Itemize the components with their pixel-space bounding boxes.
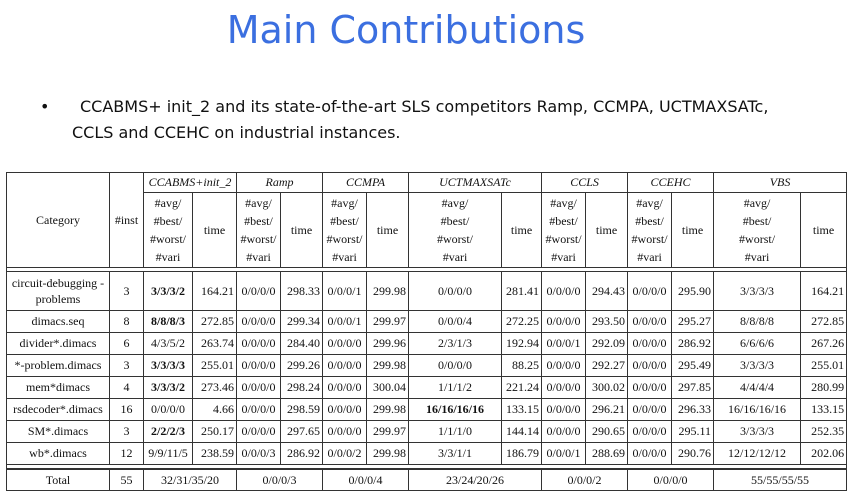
quality-cell: 0/0/0/0 [237, 311, 281, 333]
time-cell: 292.27 [586, 355, 628, 377]
table-row [7, 421, 847, 443]
time-cell: 297.85 [672, 377, 714, 399]
bullet-symbol: • [40, 97, 50, 116]
quality-cell: 0/0/0/0 [542, 377, 586, 399]
quality-cell: 3/3/3/3 [714, 421, 801, 443]
quality-cell: 0/0/0/0 [628, 421, 672, 443]
quality-cell: 0/0/0/0 [144, 399, 193, 421]
time-cell: 293.50 [586, 311, 628, 333]
quality-cell: 3/3/3/2 [144, 272, 193, 311]
quality-cell: 0/0/0/2 [323, 443, 367, 465]
time-cell: 250.17 [193, 421, 237, 443]
time-cell: 88.25 [502, 355, 542, 377]
time-cell: 273.46 [193, 377, 237, 399]
quality-cell: 0/0/0/0 [237, 399, 281, 421]
quality-cell: 9/9/11/5 [144, 443, 193, 465]
table-row [7, 272, 847, 311]
quality-cell: 3/3/3/2 [144, 377, 193, 399]
quality-cell: 2/3/1/3 [409, 333, 502, 355]
time-cell: 284.40 [281, 333, 323, 355]
time-cell: 133.15 [502, 399, 542, 421]
time-cell: 299.26 [281, 355, 323, 377]
quality-cell: 0/0/0/0 [409, 355, 502, 377]
quality-cell: 0/0/0/0 [237, 272, 281, 311]
bullet-text: CCABMS+ init_2 and its state-of-the-art SLS competitors Ramp, CCMPA, UCTMAXSATc, CCLS and CCEHC on industrial instances. [72, 97, 769, 142]
quality-cell: 0/0/0/0 [323, 333, 367, 355]
quality-cell: 3/3/3/3 [144, 355, 193, 377]
table-row [7, 311, 847, 333]
quality-cell: 0/0/0/1 [323, 272, 367, 311]
quality-cell: 1/1/1/2 [409, 377, 502, 399]
quality-cell: 3/3/1/1 [409, 443, 502, 465]
time-cell: 272.25 [502, 311, 542, 333]
quality-cell: 0/0/0/4 [409, 311, 502, 333]
time-cell: 299.98 [367, 399, 409, 421]
quality-cell: 3/3/3/3 [714, 355, 801, 377]
time-cell: 298.59 [281, 399, 323, 421]
results-table [6, 172, 847, 491]
solver-header: CCMPA [323, 173, 409, 193]
time-cell: 192.94 [502, 333, 542, 355]
quality-cell: 6/6/6/6 [714, 333, 801, 355]
time-cell: 272.85 [193, 311, 237, 333]
quality-cell: 0/0/0/0 [628, 272, 672, 311]
time-cell: 252.35 [801, 421, 847, 443]
solver-header: UCTMAXSATc [409, 173, 542, 193]
quality-cell: 0/0/0/0 [628, 311, 672, 333]
inst-cell: 3 [110, 355, 144, 377]
table-row [7, 355, 847, 377]
time-cell: 299.98 [367, 272, 409, 311]
quality-cell: 3/3/3/3 [714, 272, 801, 311]
time-cell: 272.85 [801, 311, 847, 333]
quality-cell: 0/0/0/0 [542, 355, 586, 377]
time-cell: 133.15 [801, 399, 847, 421]
time-cell: 300.04 [367, 377, 409, 399]
category-cell: rsdecoder*.dimacs [7, 399, 110, 421]
category-cell: divider*.dimacs [7, 333, 110, 355]
quality-subheader: #avg/ #best/ #worst/ #vari [714, 193, 801, 268]
quality-subheader: #avg/ #best/ #worst/ #vari [237, 193, 281, 268]
quality-cell: 0/0/0/0 [542, 399, 586, 421]
quality-cell: 0/0/0/1 [323, 311, 367, 333]
time-cell: 290.76 [672, 443, 714, 465]
time-cell: 164.21 [801, 272, 847, 311]
solver-header: CCEHC [628, 173, 714, 193]
inst-cell: 4 [110, 377, 144, 399]
category-cell: wb*.dimacs [7, 443, 110, 465]
total-row [7, 469, 847, 491]
quality-cell: 0/0/0/0 [323, 377, 367, 399]
table-row [7, 399, 847, 421]
time-cell: 288.69 [586, 443, 628, 465]
time-subheader: time [672, 193, 714, 268]
quality-cell: 16/16/16/16 [409, 399, 502, 421]
quality-cell: 0/0/0/0 [628, 399, 672, 421]
inst-cell: 8 [110, 311, 144, 333]
table-row [7, 333, 847, 355]
total-value: 0/0/0/3 [237, 469, 323, 491]
inst-header: #inst [110, 173, 144, 268]
total-value: 0/0/0/4 [323, 469, 409, 491]
quality-subheader: #avg/ #best/ #worst/ #vari [323, 193, 367, 268]
inst-cell: 3 [110, 272, 144, 311]
time-subheader: time [801, 193, 847, 268]
slide-title: Main Contributions [226, 8, 586, 52]
quality-cell: 16/16/16/16 [714, 399, 801, 421]
quality-cell: 0/0/0/0 [628, 377, 672, 399]
quality-cell: 0/0/0/0 [237, 355, 281, 377]
quality-subheader: #avg/ #best/ #worst/ #vari [144, 193, 193, 268]
time-cell: 280.99 [801, 377, 847, 399]
quality-cell: 0/0/0/0 [237, 377, 281, 399]
time-cell: 294.43 [586, 272, 628, 311]
quality-cell: 0/0/0/0 [542, 272, 586, 311]
solver-header: Ramp [237, 173, 323, 193]
time-cell: 286.92 [281, 443, 323, 465]
quality-cell: 8/8/8/8 [714, 311, 801, 333]
quality-cell: 12/12/12/12 [714, 443, 801, 465]
time-cell: 164.21 [193, 272, 237, 311]
time-cell: 299.98 [367, 443, 409, 465]
time-cell: 296.21 [586, 399, 628, 421]
time-cell: 299.97 [367, 421, 409, 443]
quality-cell: 0/0/0/0 [542, 311, 586, 333]
quality-cell: 4/4/4/4 [714, 377, 801, 399]
time-cell: 297.65 [281, 421, 323, 443]
quality-cell: 0/0/0/0 [628, 443, 672, 465]
quality-cell: 0/0/0/0 [628, 355, 672, 377]
category-cell: SM*.dimacs [7, 421, 110, 443]
total-value: 55/55/55/55 [714, 469, 847, 491]
time-cell: 263.74 [193, 333, 237, 355]
quality-cell: 0/0/0/0 [237, 333, 281, 355]
total-inst: 55 [110, 469, 144, 491]
category-cell: dimacs.seq [7, 311, 110, 333]
time-cell: 299.97 [367, 311, 409, 333]
solver-header: CCABMS+init_2 [144, 173, 237, 193]
time-cell: 299.96 [367, 333, 409, 355]
solver-header: CCLS [542, 173, 628, 193]
quality-subheader: #avg/ #best/ #worst/ #vari [628, 193, 672, 268]
time-cell: 295.11 [672, 421, 714, 443]
inst-cell: 6 [110, 333, 144, 355]
inst-cell: 3 [110, 421, 144, 443]
time-subheader: time [193, 193, 237, 268]
time-cell: 144.14 [502, 421, 542, 443]
quality-cell: 2/2/2/3 [144, 421, 193, 443]
quality-cell: 4/3/5/2 [144, 333, 193, 355]
time-cell: 292.09 [586, 333, 628, 355]
time-cell: 299.98 [367, 355, 409, 377]
time-cell: 281.41 [502, 272, 542, 311]
time-subheader: time [586, 193, 628, 268]
quality-cell: 0/0/0/0 [323, 421, 367, 443]
category-cell: *-problem.dimacs [7, 355, 110, 377]
time-cell: 290.65 [586, 421, 628, 443]
time-cell: 186.79 [502, 443, 542, 465]
quality-cell: 0/0/0/0 [237, 421, 281, 443]
table-row [7, 443, 847, 465]
time-cell: 255.01 [801, 355, 847, 377]
time-cell: 255.01 [193, 355, 237, 377]
quality-cell: 8/8/8/3 [144, 311, 193, 333]
time-subheader: time [367, 193, 409, 268]
category-header: Category [7, 173, 110, 268]
total-value: 0/0/0/0 [628, 469, 714, 491]
time-cell: 298.33 [281, 272, 323, 311]
quality-cell: 0/0/0/0 [409, 272, 502, 311]
time-cell: 238.59 [193, 443, 237, 465]
quality-cell: 0/0/0/0 [542, 421, 586, 443]
total-value: 0/0/0/2 [542, 469, 628, 491]
quality-cell: 0/0/0/1 [542, 333, 586, 355]
quality-subheader: #avg/ #best/ #worst/ #vari [542, 193, 586, 268]
inst-cell: 16 [110, 399, 144, 421]
table-row [7, 377, 847, 399]
time-cell: 295.90 [672, 272, 714, 311]
time-cell: 295.49 [672, 355, 714, 377]
quality-cell: 0/0/0/0 [628, 333, 672, 355]
total-value: 23/24/20/26 [409, 469, 542, 491]
quality-cell: 0/0/0/1 [542, 443, 586, 465]
category-cell: circuit-debugging -problems [7, 272, 110, 311]
solver-header: VBS [714, 173, 847, 193]
quality-cell: 0/0/0/0 [323, 355, 367, 377]
inst-cell: 12 [110, 443, 144, 465]
quality-cell: 0/0/0/3 [237, 443, 281, 465]
time-subheader: time [502, 193, 542, 268]
category-cell: mem*dimacs [7, 377, 110, 399]
time-cell: 286.92 [672, 333, 714, 355]
time-subheader: time [281, 193, 323, 268]
quality-subheader: #avg/ #best/ #worst/ #vari [409, 193, 502, 268]
quality-cell: 1/1/1/0 [409, 421, 502, 443]
total-value: 32/31/35/20 [144, 469, 237, 491]
time-cell: 295.27 [672, 311, 714, 333]
time-cell: 300.02 [586, 377, 628, 399]
total-label: Total [7, 469, 110, 491]
time-cell: 298.24 [281, 377, 323, 399]
time-cell: 4.66 [193, 399, 237, 421]
time-cell: 202.06 [801, 443, 847, 465]
time-cell: 267.26 [801, 333, 847, 355]
time-cell: 221.24 [502, 377, 542, 399]
time-cell: 299.34 [281, 311, 323, 333]
quality-cell: 0/0/0/0 [323, 399, 367, 421]
time-cell: 296.33 [672, 399, 714, 421]
